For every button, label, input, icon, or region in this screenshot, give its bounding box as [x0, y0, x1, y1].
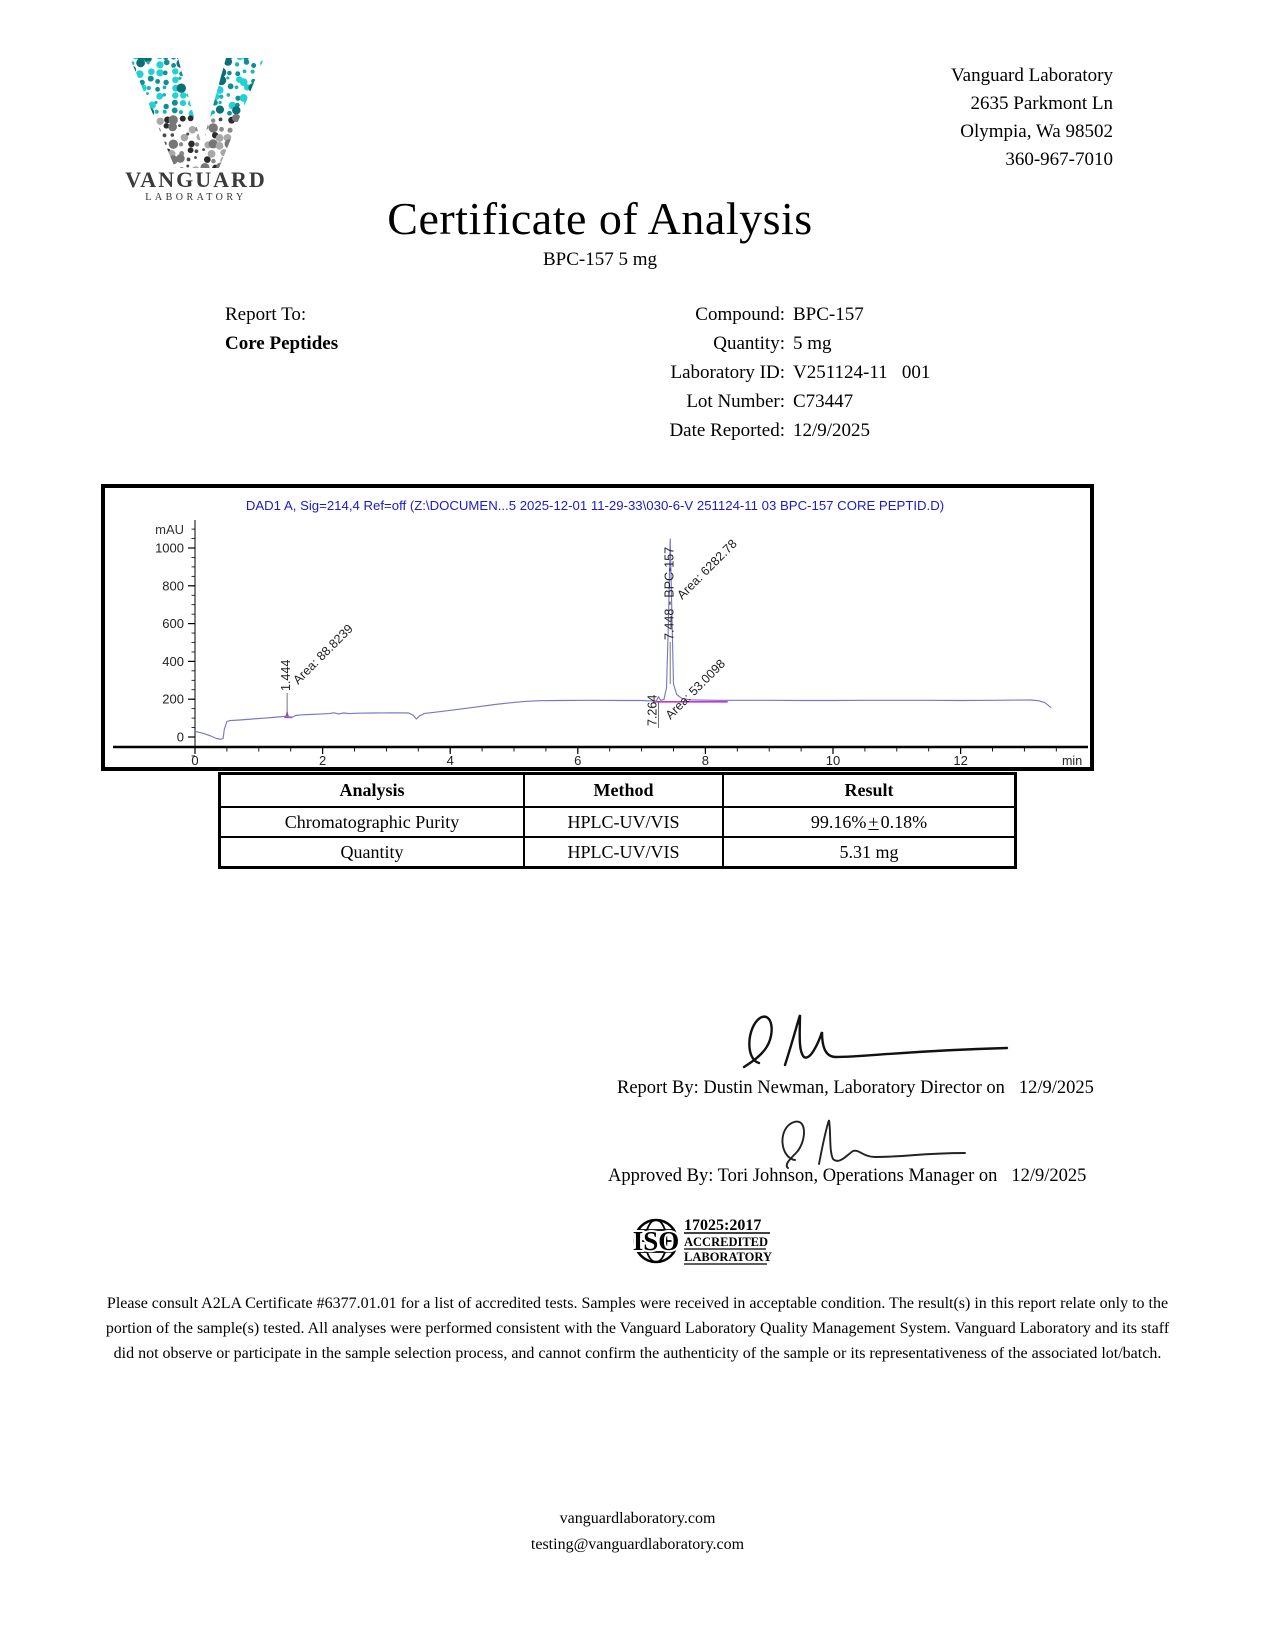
lab-address-block	[951, 62, 1113, 174]
lab-city: Olympia, Wa 98502	[960, 121, 1113, 142]
approved-by-line	[608, 1166, 1086, 1187]
x-tick-label: 8	[701, 753, 710, 767]
report-by-text: Report By: Dustin Newman, Laboratory Director on	[617, 1078, 1005, 1098]
peak-retention-time-label: 7.264	[645, 694, 660, 726]
report-to-block	[225, 300, 338, 358]
y-tick-label: 0	[176, 729, 184, 745]
chromatogram-panel	[101, 484, 1094, 771]
y-tick-label: 600	[162, 616, 184, 632]
lab-street: 2635 Parkmont Ln	[970, 93, 1113, 114]
x-tick-label: 4	[446, 753, 454, 767]
date-reported-value: 12/9/2025	[793, 420, 871, 441]
info-row-lot-number	[500, 387, 1020, 416]
report-by-signature-image	[735, 1005, 1020, 1080]
compound-label: Compound:	[695, 304, 785, 325]
peak-area-label: Area: 88.8239	[290, 621, 356, 688]
vanguard-logo	[120, 52, 272, 204]
header-method: Method	[524, 774, 723, 808]
approved-by-signature-image	[765, 1112, 975, 1170]
disclaimer-text: Please consult A2LA Certificate #6377.01.01 for a list of accredited tests. Samples were received in acceptable condition. The result(s) in this report relate only to the portion of the sample(s) tested. All analyses were performed consistent with the Vanguard Laboratory Quality Management System. Vanguard Laboratory and its staff did not observe or participate in the sample selection process, and cannot confirm the authenticity of the sample or its representativeness of the associated lot/batch.	[105, 1295, 1170, 1362]
sample-info-block	[500, 300, 1020, 445]
x-tick-label: 10	[825, 753, 841, 767]
approved-by-date: 12/9/2025	[1011, 1166, 1087, 1186]
footer-block	[0, 1506, 1275, 1558]
results-table	[218, 772, 1017, 869]
report-to-value: Core Peptides	[225, 333, 339, 354]
quantity-value: 5 mg	[793, 333, 832, 354]
logo-name: VANGUARD	[125, 167, 267, 192]
info-row-compound	[500, 300, 1020, 329]
results-header-row	[220, 774, 1016, 808]
header-result: Result	[723, 774, 1016, 808]
iso-accredited-text: ACCREDITED	[684, 1235, 769, 1249]
purity-result-tolerance: 0.18%	[880, 811, 928, 832]
quantity-result-cell	[723, 837, 1016, 868]
approved-by-text: Approved By: Tori Johnson, Operations Manager on	[608, 1166, 998, 1186]
logo-dotted-v-icon	[120, 52, 268, 174]
footer-email: testing@vanguardlaboratory.com	[530, 1536, 745, 1553]
logo-subname: LABORATORY	[145, 192, 247, 203]
laboratory-id-label: Laboratory ID:	[670, 362, 785, 383]
lab-name: Vanguard Laboratory	[951, 65, 1113, 86]
page-title: Certificate of Analysis	[387, 193, 813, 244]
iso-text: ISO	[632, 1226, 680, 1256]
info-row-quantity	[500, 329, 1020, 358]
lot-number-label: Lot Number:	[686, 391, 785, 412]
purity-result-cell	[723, 807, 1016, 837]
footer-website: vanguardlaboratory.com	[559, 1510, 716, 1527]
page-subtitle: BPC-157 5 mg	[542, 249, 658, 270]
y-axis-unit-label: mAU	[155, 522, 184, 537]
iso-accreditation-badge	[626, 1216, 791, 1266]
info-row-laboratory-id	[500, 358, 1020, 387]
chromatogram-trace	[195, 536, 1051, 739]
quantity-result-value: 5.31 mg	[839, 841, 899, 862]
quantity-method-cell: HPLC-UV/VIS	[524, 837, 723, 868]
plus-minus-symbol: +	[868, 811, 879, 832]
chromatogram-chart	[105, 488, 1090, 767]
y-tick-label: 400	[162, 653, 184, 669]
lab-phone: 360-967-7010	[1005, 149, 1113, 170]
purity-analysis-cell: Chromatographic Purity	[220, 807, 525, 837]
compound-value: BPC-157	[793, 304, 864, 325]
peak-retention-time-label: 1.444	[279, 659, 294, 691]
quantity-analysis-cell: Quantity	[220, 837, 525, 868]
y-tick-label: 800	[162, 578, 184, 594]
peak-area-label: Area: 53.0098	[662, 656, 729, 723]
title-block	[0, 192, 1200, 271]
purity-result-value: 99.16%	[810, 811, 867, 832]
iso-standard-number: 17025:2017	[684, 1217, 762, 1234]
report-by-line	[617, 1078, 1094, 1099]
iso-laboratory-text: LABORATORY	[684, 1250, 773, 1264]
x-tick-label: 0	[191, 753, 199, 767]
lot-number-value: C73447	[793, 391, 854, 412]
report-by-date: 12/9/2025	[1018, 1078, 1094, 1098]
peak-area-label: Area: 6282.78	[674, 536, 740, 603]
y-tick-label: 200	[162, 691, 184, 707]
report-to-label: Report To:	[225, 304, 307, 325]
x-tick-label: 2	[318, 753, 327, 767]
purity-method-cell: HPLC-UV/VIS	[524, 807, 723, 837]
laboratory-id-value: V251124-11 001	[793, 362, 931, 383]
y-tick-label: 1000	[155, 540, 184, 556]
table-row	[220, 807, 1016, 837]
x-tick-label: 12	[953, 753, 968, 767]
x-axis-unit-label: min	[1062, 754, 1083, 767]
info-row-date-reported	[500, 416, 1020, 445]
quantity-label: Quantity:	[713, 333, 785, 354]
x-tick-label: 6	[574, 753, 582, 767]
peak-retention-time-label: 7.448 - BPC-157	[662, 546, 677, 640]
date-reported-label: Date Reported:	[669, 420, 785, 441]
chart-title: DAD1 A, Sig=214,4 Ref=off (Z:\DOCUMEN...5 2025-12-01 11-29-33\030-6-V 251124-11 03 BPC-157 CORE PEPTID.D)	[245, 498, 945, 513]
header-analysis: Analysis	[220, 774, 525, 808]
table-row	[220, 837, 1016, 868]
